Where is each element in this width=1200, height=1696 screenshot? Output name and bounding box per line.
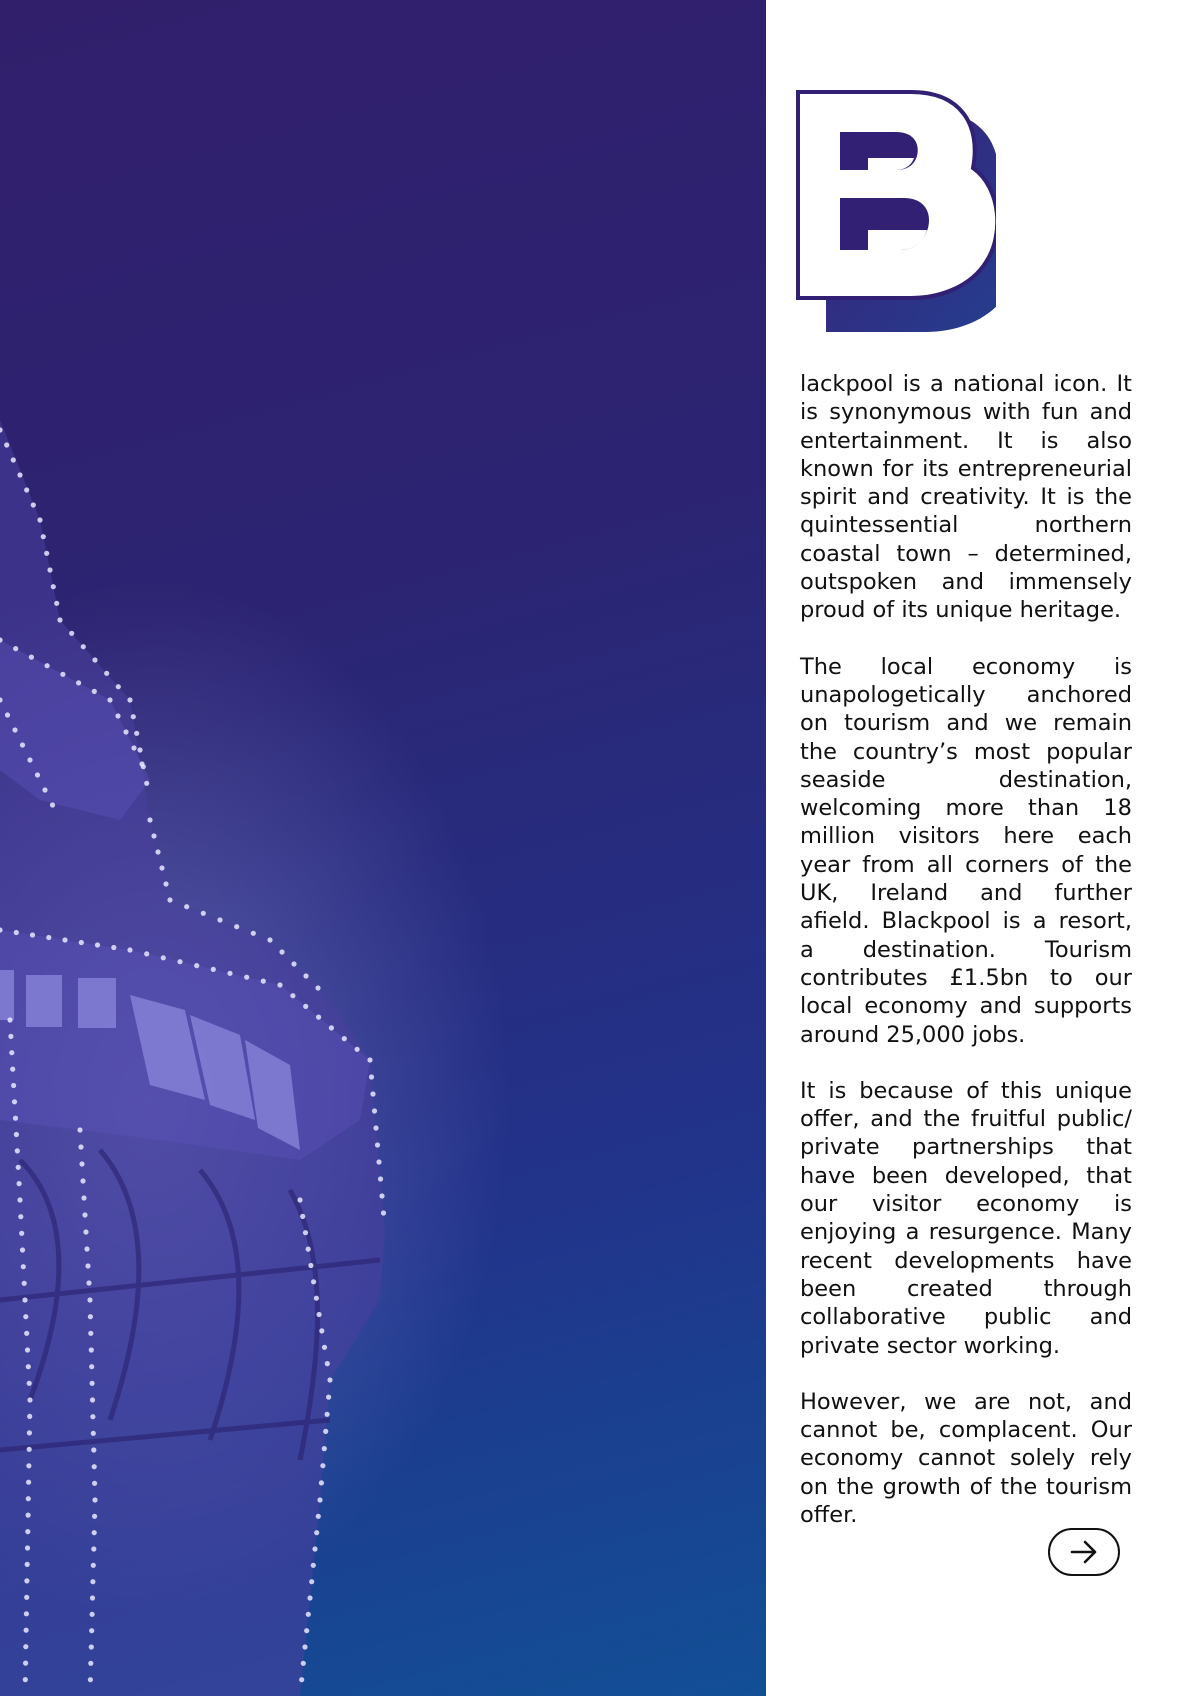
tower-light xyxy=(306,1247,311,1252)
tower-light xyxy=(115,713,120,718)
tower-light xyxy=(79,1161,84,1166)
tower-light xyxy=(211,967,216,972)
tower-light xyxy=(277,982,282,987)
tower-light xyxy=(304,1628,309,1633)
tower-light xyxy=(161,955,166,960)
tower-light xyxy=(279,949,284,954)
tower-light xyxy=(26,1496,31,1501)
tower-light xyxy=(116,684,121,689)
tower-light xyxy=(316,1015,321,1020)
tower-light xyxy=(79,940,84,945)
tower-light xyxy=(244,975,249,980)
tower-light xyxy=(12,727,17,732)
tower-light xyxy=(42,787,47,792)
tower-light xyxy=(24,1331,29,1336)
tower-light xyxy=(317,1312,322,1317)
tower-light xyxy=(316,1514,321,1519)
tower-light xyxy=(23,1661,28,1666)
tower-light xyxy=(25,1562,30,1567)
tower-light xyxy=(11,457,16,462)
tower-light xyxy=(23,1314,28,1319)
tower-light xyxy=(342,1036,347,1041)
tower-light xyxy=(92,1481,97,1486)
next-page-button[interactable] xyxy=(1048,1528,1120,1576)
tower-light xyxy=(306,1612,311,1617)
tower-light xyxy=(303,1230,308,1235)
tower-light xyxy=(372,1108,377,1113)
tower-light xyxy=(24,1628,29,1633)
tower-light xyxy=(234,924,239,929)
tower-light xyxy=(25,1529,30,1534)
tower-light xyxy=(370,1091,375,1096)
tower-light xyxy=(301,1661,306,1666)
tower-light xyxy=(217,917,222,922)
tower-light xyxy=(90,1414,95,1419)
paragraph-1: lackpool is a national icon. It is synonymous with fun and entertainment. It is also known for its entrepreneurial spirit and creativity. It is the quintessential northern coastal town – determined, outspoken and immensely proud of its unique heritage. xyxy=(800,371,1132,624)
tower-light xyxy=(91,1546,96,1551)
tower-light xyxy=(201,911,206,916)
tower-light xyxy=(13,646,18,651)
tower-light xyxy=(131,714,136,719)
tower-light xyxy=(31,502,36,507)
tower-light xyxy=(5,712,10,717)
tower-light xyxy=(14,930,19,935)
arrow-right-icon xyxy=(1070,1540,1098,1564)
tower-light xyxy=(81,1195,86,1200)
tower-light xyxy=(24,1578,29,1583)
tower-light xyxy=(8,1034,13,1039)
tower-light xyxy=(14,1132,19,1137)
tower-light xyxy=(123,729,128,734)
tower-light xyxy=(267,937,272,942)
tower-light xyxy=(27,757,32,762)
tower-light xyxy=(17,1181,22,1186)
paragraph-3: It is because of this unique offer, and the fruitful public/ private partnerships that have been developed, that our visitor economy is enjoying a resurgence. Many recent developments have been created through collaborative public and private sector working. xyxy=(800,1077,1132,1359)
tower-light xyxy=(17,1197,22,1202)
tower-light xyxy=(323,1429,328,1434)
tower-light xyxy=(89,1644,94,1649)
tower-light xyxy=(325,1412,330,1417)
tower-light xyxy=(139,761,144,766)
tower-light xyxy=(13,1116,18,1121)
tower-light xyxy=(10,1067,15,1072)
tower-light xyxy=(19,1231,24,1236)
tower-light xyxy=(325,1361,330,1366)
tower-light xyxy=(151,833,156,838)
tower-light xyxy=(22,1297,27,1302)
tower-light xyxy=(27,1430,32,1435)
tower-light xyxy=(312,1546,317,1551)
tower-light xyxy=(47,567,52,572)
tower-light xyxy=(91,1431,96,1436)
tower-light xyxy=(21,1264,26,1269)
tower-light xyxy=(78,1144,83,1149)
tower-light xyxy=(308,1263,313,1268)
tower-light xyxy=(163,881,168,886)
tower-light xyxy=(46,935,51,940)
tower-light xyxy=(184,904,189,909)
tower-light xyxy=(30,932,35,937)
tower-light xyxy=(131,745,136,750)
tower-light xyxy=(327,1377,332,1382)
tower-light xyxy=(60,672,65,677)
tower-light xyxy=(159,865,164,870)
tower-light xyxy=(379,1193,384,1198)
tower-light xyxy=(84,1246,89,1251)
tower-light xyxy=(27,1397,32,1402)
tower-light xyxy=(25,1347,30,1352)
tower-light xyxy=(81,644,86,649)
tower-light xyxy=(314,1530,319,1535)
tower-light xyxy=(69,631,74,636)
tower-light xyxy=(26,1480,31,1485)
tower-light xyxy=(91,1563,96,1568)
tower-light xyxy=(355,1047,360,1052)
tower-light xyxy=(92,1464,97,1469)
tower-light xyxy=(322,1345,327,1350)
tower-light xyxy=(26,1463,31,1468)
tower-light xyxy=(9,1050,14,1055)
tower-light xyxy=(35,772,40,777)
tower-light xyxy=(309,1579,314,1584)
tower-light xyxy=(303,1004,308,1009)
tower-light xyxy=(4,442,9,447)
tower-light xyxy=(104,671,109,676)
tower-light xyxy=(322,1446,327,1451)
tower-light xyxy=(25,1545,30,1550)
tower-light xyxy=(291,961,296,966)
tower-light xyxy=(311,1279,316,1284)
tower-light xyxy=(375,1142,380,1147)
tower-light xyxy=(16,1165,21,1170)
tower-light xyxy=(137,747,142,752)
tower-light xyxy=(80,1178,85,1183)
body-text xyxy=(800,370,1132,1557)
tower-light xyxy=(299,1677,304,1682)
tower-light xyxy=(302,1644,307,1649)
tower-light xyxy=(87,1297,92,1302)
tower-light xyxy=(11,1083,16,1088)
tower-light xyxy=(17,472,22,477)
tower-light xyxy=(155,849,160,854)
tower-light xyxy=(92,1514,97,1519)
tower-light xyxy=(381,1210,386,1215)
tower-light xyxy=(7,1017,12,1022)
tower-light xyxy=(54,601,59,606)
tower-light xyxy=(57,617,62,622)
tower-light xyxy=(88,1661,93,1666)
tower-light xyxy=(134,731,139,736)
tower-light xyxy=(319,1328,324,1333)
tower-light xyxy=(12,1099,17,1104)
tower-light xyxy=(95,942,100,947)
tower-light xyxy=(24,1611,29,1616)
tower-light xyxy=(311,1563,316,1568)
tower-light xyxy=(89,1347,94,1352)
tower-light xyxy=(82,1212,87,1217)
tower-light xyxy=(18,1214,23,1219)
tower-light xyxy=(37,517,42,522)
tower-light xyxy=(194,963,199,968)
tower-light xyxy=(24,1595,29,1600)
tower-light xyxy=(90,1579,95,1584)
tower-light xyxy=(369,1074,374,1079)
tower-light xyxy=(314,1296,319,1301)
tower-light xyxy=(85,1263,90,1268)
tower-light xyxy=(20,1247,25,1252)
tower-light xyxy=(92,1497,97,1502)
drop-cap-b-logo xyxy=(796,90,996,332)
tower-light xyxy=(303,973,308,978)
tower-light xyxy=(127,947,132,952)
tower-light xyxy=(297,1197,302,1202)
tower-light xyxy=(320,1463,325,1468)
tower-light xyxy=(147,817,152,822)
tower-light xyxy=(22,1281,27,1286)
tower-light xyxy=(83,1229,88,1234)
tower-light xyxy=(27,1447,32,1452)
tower-light xyxy=(26,1513,31,1518)
tower-light xyxy=(89,1628,94,1633)
tower-light xyxy=(88,1331,93,1336)
tower-light xyxy=(307,1595,312,1600)
tower-light xyxy=(41,534,46,539)
tower-light xyxy=(77,1127,82,1132)
content-panel xyxy=(766,0,1200,1696)
tower-light xyxy=(20,742,25,747)
tower-light xyxy=(88,1677,93,1682)
tower-light xyxy=(92,657,97,662)
tower-light xyxy=(167,897,172,902)
tower-light xyxy=(92,1530,97,1535)
tower-light xyxy=(144,781,149,786)
tower-light xyxy=(367,1057,372,1062)
tower-light xyxy=(23,1677,28,1682)
tower-light xyxy=(329,1025,334,1030)
tower-light xyxy=(45,663,50,668)
tower-light xyxy=(91,1447,96,1452)
tower-light xyxy=(90,1381,95,1386)
tower-light xyxy=(376,1159,381,1164)
paragraph-2: The local economy is unapologetically anchored on tourism and we remain the country’s most popular seaside destination, welcoming more than 18 million visitors here each year from all corners of the UK, Ireland and further afield. Blackpool is a resort, a destination. Tourism contributes £1.5bn to our local economy and supports around 25,000 jobs. xyxy=(800,653,1132,1048)
tower-light xyxy=(319,1480,324,1485)
tower-light xyxy=(27,1381,32,1386)
tower-light xyxy=(315,985,320,990)
tower-light xyxy=(51,584,56,589)
tower-light xyxy=(62,937,67,942)
tower-light xyxy=(107,697,112,702)
tower-light xyxy=(90,1595,95,1600)
tower-light xyxy=(300,1214,305,1219)
tower-light xyxy=(88,1314,93,1319)
paragraph-4: However, we are not, and cannot be, complacent. Our economy cannot solely rely on the growth of the tourism offer. xyxy=(800,1388,1132,1528)
tower-light xyxy=(251,931,256,936)
tower-light xyxy=(111,945,116,950)
tower-light xyxy=(227,971,232,976)
tower-light xyxy=(326,1395,331,1400)
tower-light xyxy=(29,655,34,660)
tower-light xyxy=(24,487,29,492)
tower-light xyxy=(90,1397,95,1402)
tower-light xyxy=(92,689,97,694)
tower-light xyxy=(27,1414,32,1419)
tower-light xyxy=(15,1148,20,1153)
tower-light xyxy=(90,1612,95,1617)
tower-light xyxy=(261,979,266,984)
tower-light xyxy=(373,1125,378,1130)
tower-light xyxy=(89,1364,94,1369)
tower-light xyxy=(50,802,55,807)
tower-light xyxy=(144,951,149,956)
tower-light xyxy=(290,993,295,998)
tower-light xyxy=(177,959,182,964)
tower-light xyxy=(26,1364,31,1369)
tower-light xyxy=(86,1280,91,1285)
tower-light xyxy=(44,551,49,556)
tower-light xyxy=(23,1644,28,1649)
tower-light xyxy=(317,1497,322,1502)
tower-light xyxy=(127,697,132,702)
tower-light xyxy=(378,1176,383,1181)
tower-light xyxy=(76,680,81,685)
